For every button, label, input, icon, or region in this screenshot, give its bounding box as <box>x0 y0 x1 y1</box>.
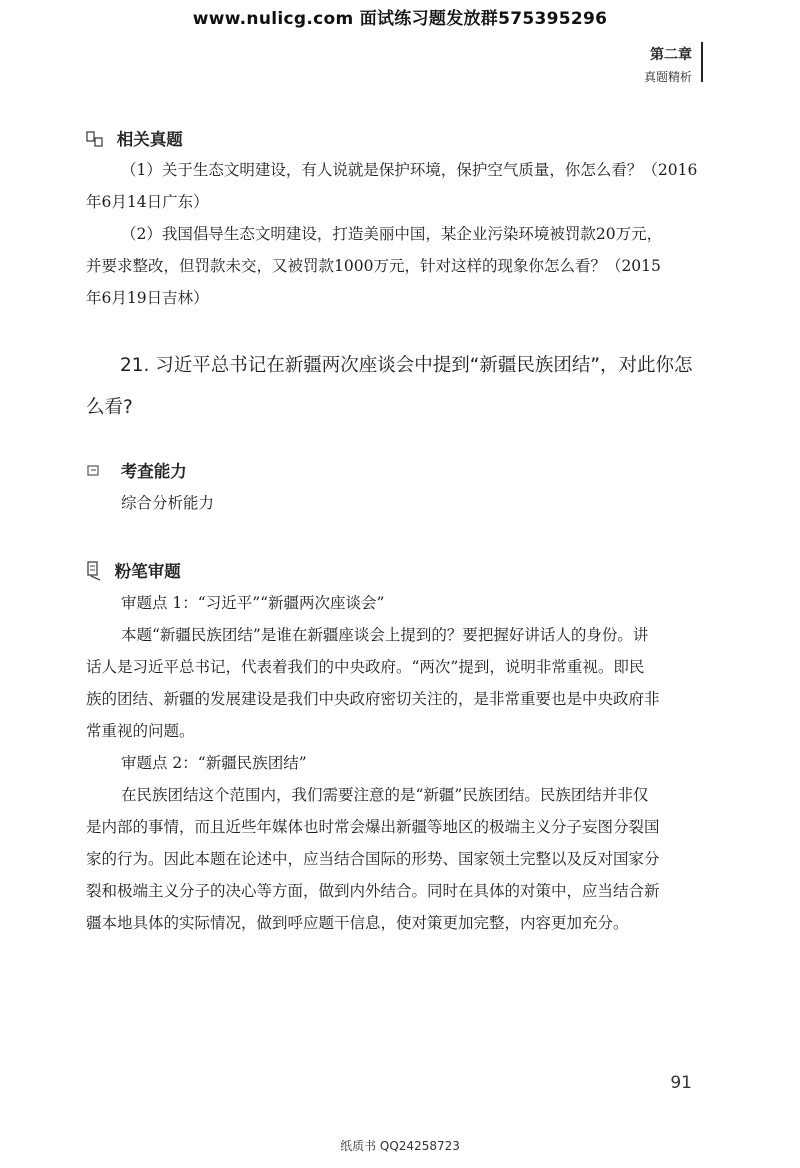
analysis-para-1-line-4: 常重视的问题。 <box>86 722 195 740</box>
target-icon <box>86 463 107 481</box>
analysis-para-2-line-1: 在民族团结这个范围内，我们需要注意的是“新疆”民族团结。民族团结并非仅 <box>121 786 649 804</box>
analysis-heading: 粉笔审题 <box>114 562 181 581</box>
page-number: 91 <box>670 1073 692 1093</box>
ability-heading: 考查能力 <box>120 462 187 481</box>
related-item-1-line-2: 年6月14日广东） <box>86 193 209 211</box>
document-icon <box>86 131 109 149</box>
related-item-1-line-1: （1）关于生态文明建设，有人说就是保护环境，保护空气质量，你怎么看？（2016 <box>121 161 698 179</box>
analysis-para-1-line-2: 话人是习近平总书记，代表着我们的中央政府。“两次”提到，说明非常重视。即民 <box>86 658 645 676</box>
ability-section-header <box>86 458 187 482</box>
analysis-section-header <box>86 558 181 582</box>
related-item-2-line-3: 年6月19日吉林） <box>86 289 209 307</box>
chapter-subtitle: 真题精析 <box>643 70 692 84</box>
related-item-2-line-2: 并要求整改，但罚款未交，又被罚款1000万元，针对这样的现象你怎么看？（2015 <box>86 257 661 275</box>
related-question-list <box>86 154 698 314</box>
chapter-divider <box>701 42 703 82</box>
watermark-header: www.nulicg.com 面试练习题发放群575395296 <box>192 9 608 29</box>
analysis-para-2-line-3: 家的行为。因此本题在论述中，应当结合国际的形势、国家领土完整以及反对国家分 <box>86 850 660 868</box>
ability-text: 综合分析能力 <box>121 494 215 512</box>
footer-note: 纸质书 QQ24258723 <box>340 1139 460 1153</box>
chapter-title: 第二章 <box>650 47 692 63</box>
question-line-2: 么看? <box>86 397 133 418</box>
related-heading: 相关真题 <box>116 130 183 149</box>
pen-icon <box>86 563 109 581</box>
analysis-para-2-line-2: 是内部的事情，而且近些年媒体也时常会爆出新疆等地区的极端主义分子妄图分裂国 <box>86 818 660 836</box>
analysis-body <box>86 587 698 939</box>
analysis-point-1: 审题点 1：“习近平”“新疆两次座谈会” <box>121 594 385 612</box>
ability-body <box>86 487 698 519</box>
question-21 <box>86 345 706 429</box>
analysis-para-1-line-3: 族的团结、新疆的发展建设是我们中央政府密切关注的，是非常重要也是中央政府非 <box>86 690 660 708</box>
related-item-2-line-1: （2）我国倡导生态文明建设，打造美丽中国，某企业污染环境被罚款20万元， <box>121 225 663 243</box>
analysis-para-2-line-4: 裂和极端主义分子的决心等方面，做到内外结合。同时在具体的对策中，应当结合新 <box>86 882 660 900</box>
analysis-point-2: 审题点 2：“新疆民族团结” <box>121 754 307 772</box>
related-section-header <box>86 126 183 150</box>
question-line-1: 21. 习近平总书记在新疆两次座谈会中提到“新疆民族团结”，对此你怎 <box>120 355 693 376</box>
analysis-para-2-line-5: 疆本地具体的实际情况，做到呼应题干信息，使对策更加完整，内容更加充分。 <box>86 914 629 932</box>
analysis-para-1-line-1: 本题“新疆民族团结”是谁在新疆座谈会上提到的？要把握好讲话人的身份。讲 <box>121 626 649 644</box>
